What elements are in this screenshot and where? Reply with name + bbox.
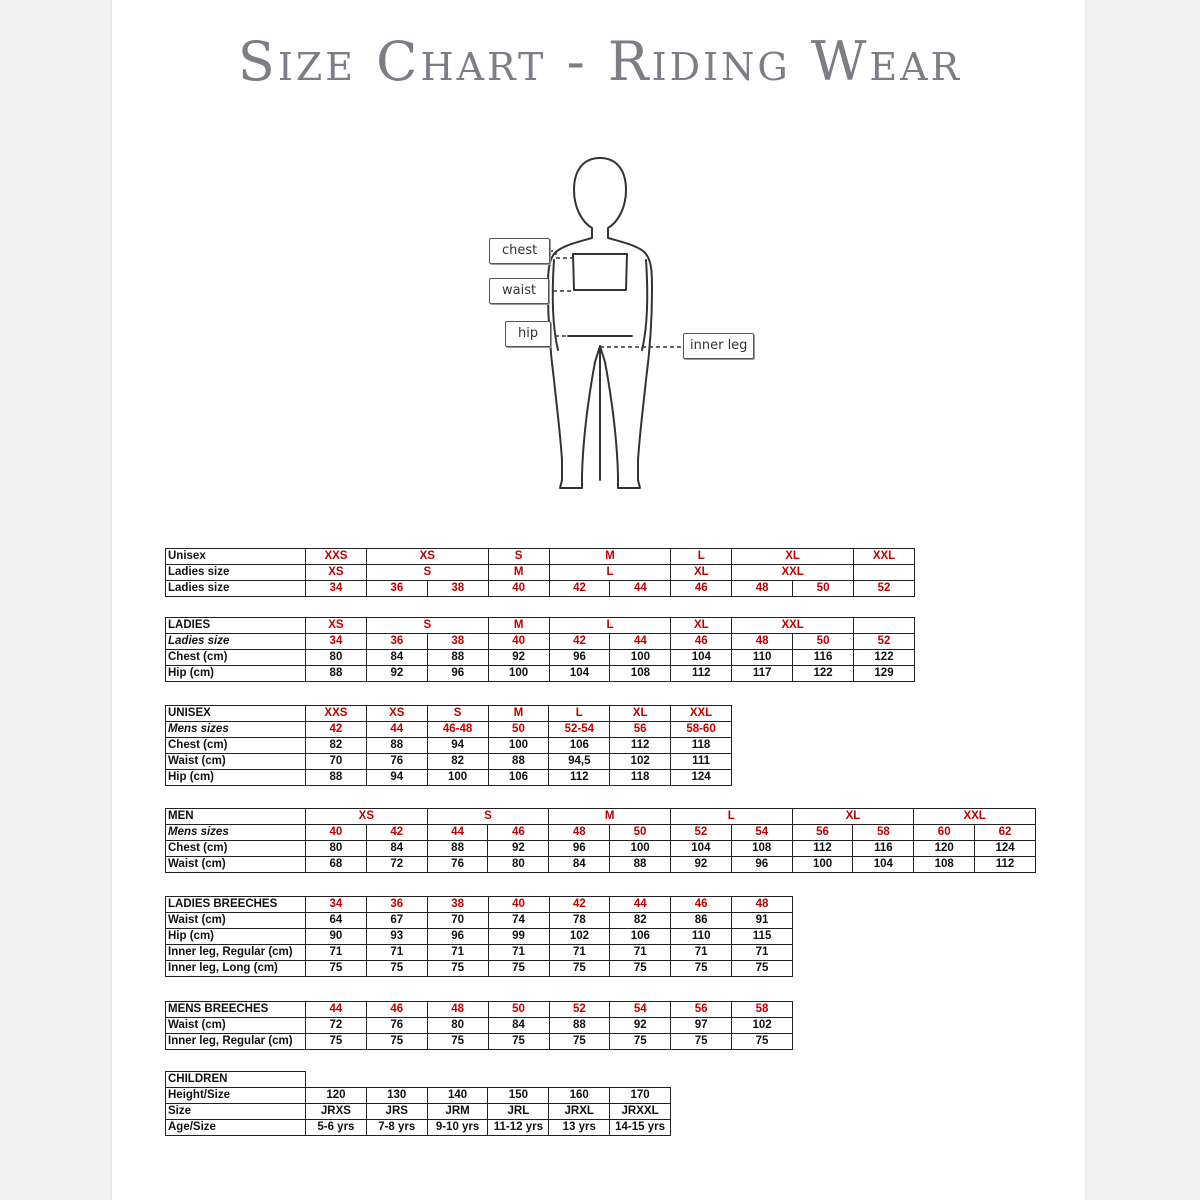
table-cell: XXL [732,618,854,634]
table-cell: 75 [366,961,427,977]
table-cell: 72 [366,857,427,873]
table-cell: L [670,809,792,825]
table-cell: 102 [610,754,671,770]
table-cell: 100 [488,738,549,754]
table-cell: 170 [610,1088,671,1104]
table-cell: 96 [549,650,610,666]
table-cell: 42 [366,825,427,841]
table-cell: 54 [610,1002,671,1018]
table-cell: 92 [670,857,731,873]
table-cell: 112 [610,738,671,754]
table-row [166,809,1036,825]
table-cell: 88 [610,857,671,873]
table-cell: 110 [732,650,793,666]
table-cell: 124 [671,770,732,786]
table-cell: 70 [306,754,367,770]
table-cell: 112 [671,666,732,682]
table-mens-breeches [165,1001,793,1050]
table-cell: 88 [488,754,549,770]
table-row [166,1088,671,1104]
body-silhouette [450,150,750,500]
table-cell: XXS [306,706,367,722]
table-row [166,897,793,913]
table-cell: 14-15 yrs [610,1120,671,1136]
table-cell: 68 [306,857,367,873]
table-cell: 108 [731,841,792,857]
table-cell: 52 [549,1002,610,1018]
table-cell: 34 [306,581,367,597]
table-cell: 76 [427,857,488,873]
table-cell: 36 [366,897,427,913]
table-cell: 86 [671,913,732,929]
table-cell: 118 [610,770,671,786]
table-cell: 99 [488,929,549,945]
row-label: MENS BREECHES [166,1002,306,1018]
table-row [166,650,915,666]
table-cell: 67 [366,913,427,929]
row-label: Waist (cm) [166,857,306,873]
table-cell: 84 [549,857,610,873]
table-cell: 38 [427,897,488,913]
table-cell: 88 [549,1018,610,1034]
table-cell: 44 [610,581,671,597]
table-cell: 36 [366,634,427,650]
table-cell: 97 [671,1018,732,1034]
hip-label: hip [505,321,551,347]
table-row [166,634,915,650]
table-cell: 75 [671,961,732,977]
waist-label: waist [489,278,549,304]
table-cell: XXS [306,549,367,565]
table-cell: XL [732,549,854,565]
table-cell: 13 yrs [549,1120,610,1136]
table-cell: 36 [366,581,427,597]
table-cell: XXL [732,565,854,581]
table-cell: 71 [549,945,610,961]
row-label: Mens sizes [166,825,306,841]
table-cell: 112 [549,770,610,786]
table-cell: 75 [427,961,488,977]
table-cell: 50 [793,634,854,650]
table-cell: 108 [610,666,671,682]
table-cell: 112 [975,857,1036,873]
table-cell: 110 [671,929,732,945]
table-cell: 58-60 [671,722,732,738]
table-cell: 40 [488,897,549,913]
table-cell: 122 [793,666,854,682]
table-cell: 38 [427,581,488,597]
table-row [166,825,1036,841]
table-cell: 75 [732,961,793,977]
table-cell: 84 [488,1018,549,1034]
table-cell: 96 [731,857,792,873]
row-label: Ladies size [166,565,306,581]
table-cell: 42 [549,897,610,913]
table-row [166,722,732,738]
table-cell: 75 [366,1034,427,1050]
table-cell: L [549,565,671,581]
table-cell: 104 [671,650,732,666]
table-cell: 100 [610,650,671,666]
row-label: Waist (cm) [166,913,306,929]
table-cell: 75 [427,1034,488,1050]
table-cell: 11-12 yrs [488,1120,549,1136]
table-cell: 48 [732,634,793,650]
table-cell: 75 [549,961,610,977]
table-cell: 75 [488,961,549,977]
table-cell: XS [306,809,428,825]
table-cell: 104 [549,666,610,682]
table-cell: 71 [366,945,427,961]
table-cell: 48 [427,1002,488,1018]
table-cell: 115 [732,929,793,945]
table-cell: 56 [610,722,671,738]
table-cell: 52 [670,825,731,841]
table-cell: 50 [610,825,671,841]
table-row [166,738,732,754]
table-row [166,945,793,961]
table-cell: XL [671,565,732,581]
chest-label: chest [489,238,550,264]
table-cell: 71 [732,945,793,961]
table-cell: JRXXL [610,1104,671,1120]
table-cell: 88 [366,738,427,754]
row-label: Hip (cm) [166,666,306,682]
table-cell: 75 [306,1034,367,1050]
table-cell: 88 [306,666,367,682]
table-cell: XL [792,809,914,825]
table-row [166,754,732,770]
table-cell: 40 [488,581,549,597]
inner-leg-label: inner leg [683,333,754,359]
table-ladies [165,617,915,682]
table-cell: 9-10 yrs [427,1120,488,1136]
table-cell: 140 [427,1088,488,1104]
table-cell: S [366,565,488,581]
table-cell: 88 [427,841,488,857]
table-cell: 75 [306,961,367,977]
table-cell: 71 [306,945,367,961]
table-cell: 46 [488,825,549,841]
row-label: Size [166,1104,306,1120]
table-ladies-breeches [165,896,793,977]
table-cell: 84 [366,650,427,666]
table-row [166,841,1036,857]
table-cell: M [488,618,549,634]
table-cell: 56 [792,825,853,841]
table-cell: 80 [488,857,549,873]
table-cell: S [427,706,488,722]
table-cell: 56 [671,1002,732,1018]
table-cell: 88 [306,770,367,786]
table-row [166,857,1036,873]
table-cell: 44 [366,722,427,738]
table-unisex-ladies-sizes [165,548,915,597]
table-cell: 124 [975,841,1036,857]
table-cell: 71 [610,945,671,961]
table-cell: XXL [671,706,732,722]
table-cell: 96 [427,929,488,945]
table-row [166,565,915,581]
table-cell [854,565,915,581]
table-cell: 102 [549,929,610,945]
table-cell: JRXL [549,1104,610,1120]
row-label: Chest (cm) [166,650,306,666]
row-label: Age/Size [166,1120,306,1136]
table-cell: 116 [853,841,914,857]
table-cell: 50 [488,722,549,738]
row-label: MEN [166,809,306,825]
table-cell: 58 [853,825,914,841]
table-cell: 75 [732,1034,793,1050]
table-cell: 106 [549,738,610,754]
table-cell: 116 [793,650,854,666]
row-label: Hip (cm) [166,929,306,945]
table-cell: S [427,809,549,825]
table-cell: 62 [975,825,1036,841]
table-row [166,1018,793,1034]
table-cell: 44 [610,634,671,650]
table-row [166,581,915,597]
row-label: Chest (cm) [166,738,306,754]
table-cell: 84 [366,841,427,857]
table-cell: S [488,549,549,565]
table-children [165,1071,671,1136]
row-label: Chest (cm) [166,841,306,857]
table-cell: 46 [366,1002,427,1018]
row-label: UNISEX [166,706,306,722]
table-cell: L [549,706,610,722]
table-cell: 100 [792,857,853,873]
table-cell: 130 [366,1088,427,1104]
table-cell: 90 [306,929,367,945]
row-label: Hip (cm) [166,770,306,786]
table-cell: 80 [306,841,367,857]
row-label: Ladies size [166,581,306,597]
table-cell: 34 [306,634,367,650]
table-cell: 100 [488,666,549,682]
page-title: Size Chart - Riding Wear [237,30,963,93]
table-row [166,666,915,682]
empty-cell [306,1072,671,1088]
table-row [166,929,793,945]
table-cell: 75 [549,1034,610,1050]
table-cell: 64 [306,913,367,929]
table-cell: 54 [731,825,792,841]
table-cell: 78 [549,913,610,929]
table-cell: 71 [488,945,549,961]
row-label: Inner leg, Long (cm) [166,961,306,977]
table-cell: 70 [427,913,488,929]
table-cell: 106 [488,770,549,786]
table-row [166,770,732,786]
table-cell: 75 [610,961,671,977]
table-cell: 46 [671,581,732,597]
table-cell: 48 [732,581,793,597]
table-cell: 102 [732,1018,793,1034]
table-cell: 42 [549,634,610,650]
table-cell: 92 [488,841,549,857]
table-row [166,961,793,977]
table-cell: XS [366,706,427,722]
table-cell: XS [366,549,488,565]
table-cell: 88 [427,650,488,666]
table-cell: 40 [488,634,549,650]
table-cell: 100 [610,841,671,857]
row-label: LADIES [166,618,306,634]
table-cell: 120 [914,841,975,857]
table-cell: 129 [854,666,915,682]
table-cell: M [549,549,671,565]
table-cell: 111 [671,754,732,770]
table-cell: 75 [488,1034,549,1050]
table-cell: JRM [427,1104,488,1120]
table-cell: 106 [610,929,671,945]
table-row [166,1034,793,1050]
table-cell: 44 [306,1002,367,1018]
table-cell: 96 [549,841,610,857]
table-cell: 48 [549,825,610,841]
table-cell: 46 [671,634,732,650]
table-cell: 80 [306,650,367,666]
table-cell: JRS [366,1104,427,1120]
table-row [166,618,915,634]
table-cell: 92 [488,650,549,666]
table-cell: M [488,706,549,722]
table-row [166,1120,671,1136]
table-cell: 48 [732,897,793,913]
table-cell: 71 [671,945,732,961]
table-row [166,1002,793,1018]
row-label: Unisex [166,549,306,565]
table-cell: 93 [366,929,427,945]
table-cell: XL [610,706,671,722]
table-cell: 94,5 [549,754,610,770]
table-cell: 42 [306,722,367,738]
table-cell: XS [306,565,367,581]
table-cell: L [671,549,732,565]
table-cell: 122 [854,650,915,666]
table-cell: 100 [427,770,488,786]
table-row [166,706,732,722]
table-cell: M [549,809,671,825]
table-cell: L [549,618,671,634]
table-cell: 104 [670,841,731,857]
table-cell: 7-8 yrs [366,1120,427,1136]
table-cell: 46 [671,897,732,913]
table-cell: S [366,618,488,634]
table-cell: 117 [732,666,793,682]
table-cell: 76 [366,1018,427,1034]
table-cell: JRXS [306,1104,367,1120]
table-cell: 44 [427,825,488,841]
table-cell: 40 [306,825,367,841]
table-cell: 44 [610,897,671,913]
table-cell: 118 [671,738,732,754]
table-cell: 94 [427,738,488,754]
table-cell: 91 [732,913,793,929]
table-cell: 52 [854,634,915,650]
table-cell: 82 [306,738,367,754]
table-unisex [165,705,732,786]
table-cell: 50 [488,1002,549,1018]
table-cell: 42 [549,581,610,597]
table-cell: 94 [366,770,427,786]
table-row [166,1104,671,1120]
table-cell: XS [306,618,367,634]
table-cell: XXL [914,809,1036,825]
table-cell: 52 [854,581,915,597]
table-cell: XL [671,618,732,634]
table-cell: JRL [488,1104,549,1120]
table-cell [854,618,915,634]
table-cell: 112 [792,841,853,857]
table-cell: 5-6 yrs [306,1120,367,1136]
table-cell: 80 [427,1018,488,1034]
row-label: Inner leg, Regular (cm) [166,945,306,961]
row-label: CHILDREN [166,1072,306,1088]
table-row [166,549,915,565]
table-cell: 60 [914,825,975,841]
table-cell: 82 [427,754,488,770]
row-label: Ladies size [166,634,306,650]
table-cell: 71 [427,945,488,961]
table-cell: 50 [793,581,854,597]
table-cell: 38 [427,634,488,650]
table-cell: 74 [488,913,549,929]
table-cell: 160 [549,1088,610,1104]
table-cell: 58 [732,1002,793,1018]
row-label: Mens sizes [166,722,306,738]
table-row [166,1072,671,1088]
row-label: Height/Size [166,1088,306,1104]
row-label: Waist (cm) [166,754,306,770]
table-cell: 108 [914,857,975,873]
row-label: LADIES BREECHES [166,897,306,913]
table-cell: 76 [366,754,427,770]
table-cell: 96 [427,666,488,682]
table-cell: 92 [366,666,427,682]
table-cell: 150 [488,1088,549,1104]
table-cell: 82 [610,913,671,929]
table-cell: 75 [671,1034,732,1050]
table-men [165,808,1036,873]
table-cell: 92 [610,1018,671,1034]
table-cell: 75 [610,1034,671,1050]
table-row [166,913,793,929]
row-label: Waist (cm) [166,1018,306,1034]
table-cell: 72 [306,1018,367,1034]
table-cell: XXL [854,549,915,565]
row-label: Inner leg, Regular (cm) [166,1034,306,1050]
table-cell: 34 [306,897,367,913]
table-cell: 46-48 [427,722,488,738]
table-cell: 52-54 [549,722,610,738]
table-cell: 104 [853,857,914,873]
table-cell: 120 [306,1088,367,1104]
table-cell: M [488,565,549,581]
